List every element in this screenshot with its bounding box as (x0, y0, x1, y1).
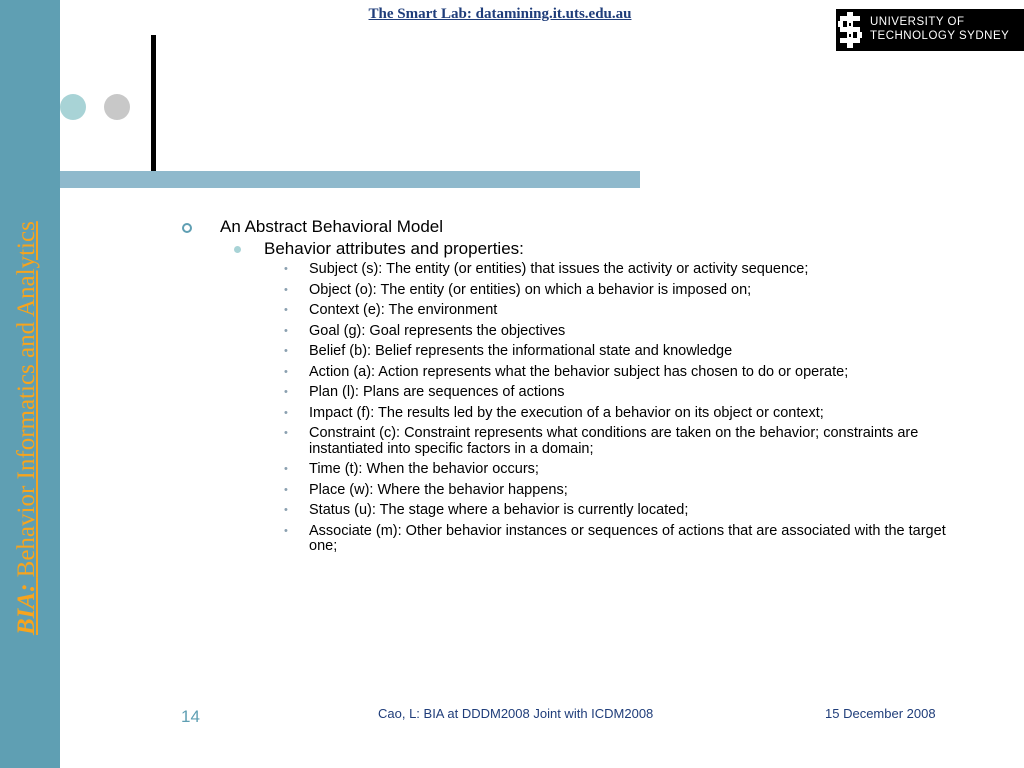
small-dot-bullet-icon: • (284, 483, 288, 496)
list-item (180, 324, 970, 340)
small-dot-bullet-icon: • (284, 386, 288, 398)
small-dot-bullet-icon: • (284, 504, 288, 516)
list-item-text: Status (u): The stage where a behavior is currently located; (309, 502, 689, 518)
list-item-text: Object (o): The entity (or entities) on which a behavior is imposed on; (309, 281, 752, 298)
small-dot-bullet-icon: • (284, 406, 288, 419)
list-item-text: Goal (g): Goal represents the objectives (309, 322, 566, 339)
list-item-text: Place (w): Where the behavior happens; (309, 481, 568, 498)
list-item (180, 503, 970, 519)
sidebar-title-text: Behavior Informatics and Analytics (13, 221, 40, 578)
small-dot-bullet-icon: • (284, 263, 288, 275)
small-dot-bullet-icon: • (284, 524, 288, 537)
logo-line-1: UNIVERSITY OF (870, 16, 965, 28)
list-item (180, 365, 970, 381)
list-item-text: Constraint (c): Constraint represents what conditions are taken on the behavior; constraints are instantiated into specific factors in a domain; (309, 425, 919, 457)
list-item-text: Impact (f): The results led by the execution of a behavior on its object or context; (309, 404, 824, 421)
list-item-text: Associate (m): Other behavior instances or sequences of actions that are associated with the target one; (309, 522, 946, 554)
list-item-text: Time (t): When the behavior occurs; (309, 461, 539, 477)
dot-bullet-icon (234, 246, 241, 253)
list-item (180, 524, 970, 555)
footer-citation: Cao, L: BIA at DDDM2008 Joint with ICDM2008 (378, 706, 654, 721)
list-item-text: Plan (l): Plans are sequences of actions (309, 384, 565, 400)
list-item-text: Action (a): Action represents what the behavior subject has chosen to do or operate; (309, 363, 849, 380)
footer-date: 15 December 2008 (825, 706, 936, 721)
small-dot-bullet-icon: • (284, 283, 288, 296)
bullet-level-1 (180, 216, 970, 238)
ring-bullet-icon (182, 223, 192, 233)
list-item-text: Subject (s): The entity (or entities) that issues the activity or activity sequence; (309, 261, 809, 277)
uts-logo-icon (838, 11, 862, 49)
small-dot-bullet-icon: • (284, 463, 288, 475)
decor-dot-teal (60, 94, 86, 120)
list-item-text: Belief (b): Belief represents the informational state and knowledge (309, 343, 733, 359)
slide-content (180, 216, 970, 560)
list-item (180, 406, 970, 422)
small-dot-bullet-icon: • (284, 304, 288, 316)
list-item-text: Context (e): The environment (309, 302, 498, 318)
uts-logo-text (870, 15, 1009, 43)
sidebar-title-abbr: BIA: (13, 583, 40, 635)
logo-line-2: TECHNOLOGY SYDNEY (870, 30, 1010, 42)
list-item (180, 385, 970, 401)
small-dot-bullet-icon: • (284, 365, 288, 378)
page-number: 14 (181, 707, 200, 726)
decor-horizontal-bar (60, 171, 640, 188)
list-item (180, 344, 970, 360)
decor-vertical-bar (151, 35, 156, 171)
uts-logo (836, 9, 1024, 51)
list-item (180, 462, 970, 478)
header-link[interactable]: The Smart Lab: datamining.it.uts.edu.au (368, 6, 632, 22)
small-dot-bullet-icon: • (284, 345, 288, 357)
list-item (180, 426, 970, 457)
list-item (180, 483, 970, 499)
decor-dot-gray (104, 94, 130, 120)
slide-heading: An Abstract Behavioral Model (220, 217, 444, 236)
small-dot-bullet-icon: • (284, 324, 288, 337)
attribute-list (180, 262, 970, 555)
sidebar-title (5, 35, 49, 635)
small-dot-bullet-icon: • (284, 427, 288, 439)
list-item (180, 262, 970, 278)
sidebar (0, 0, 60, 768)
bullet-level-2 (180, 238, 970, 260)
slide-subheading: Behavior attributes and properties: (264, 239, 524, 258)
list-item (180, 283, 970, 299)
list-item (180, 303, 970, 319)
